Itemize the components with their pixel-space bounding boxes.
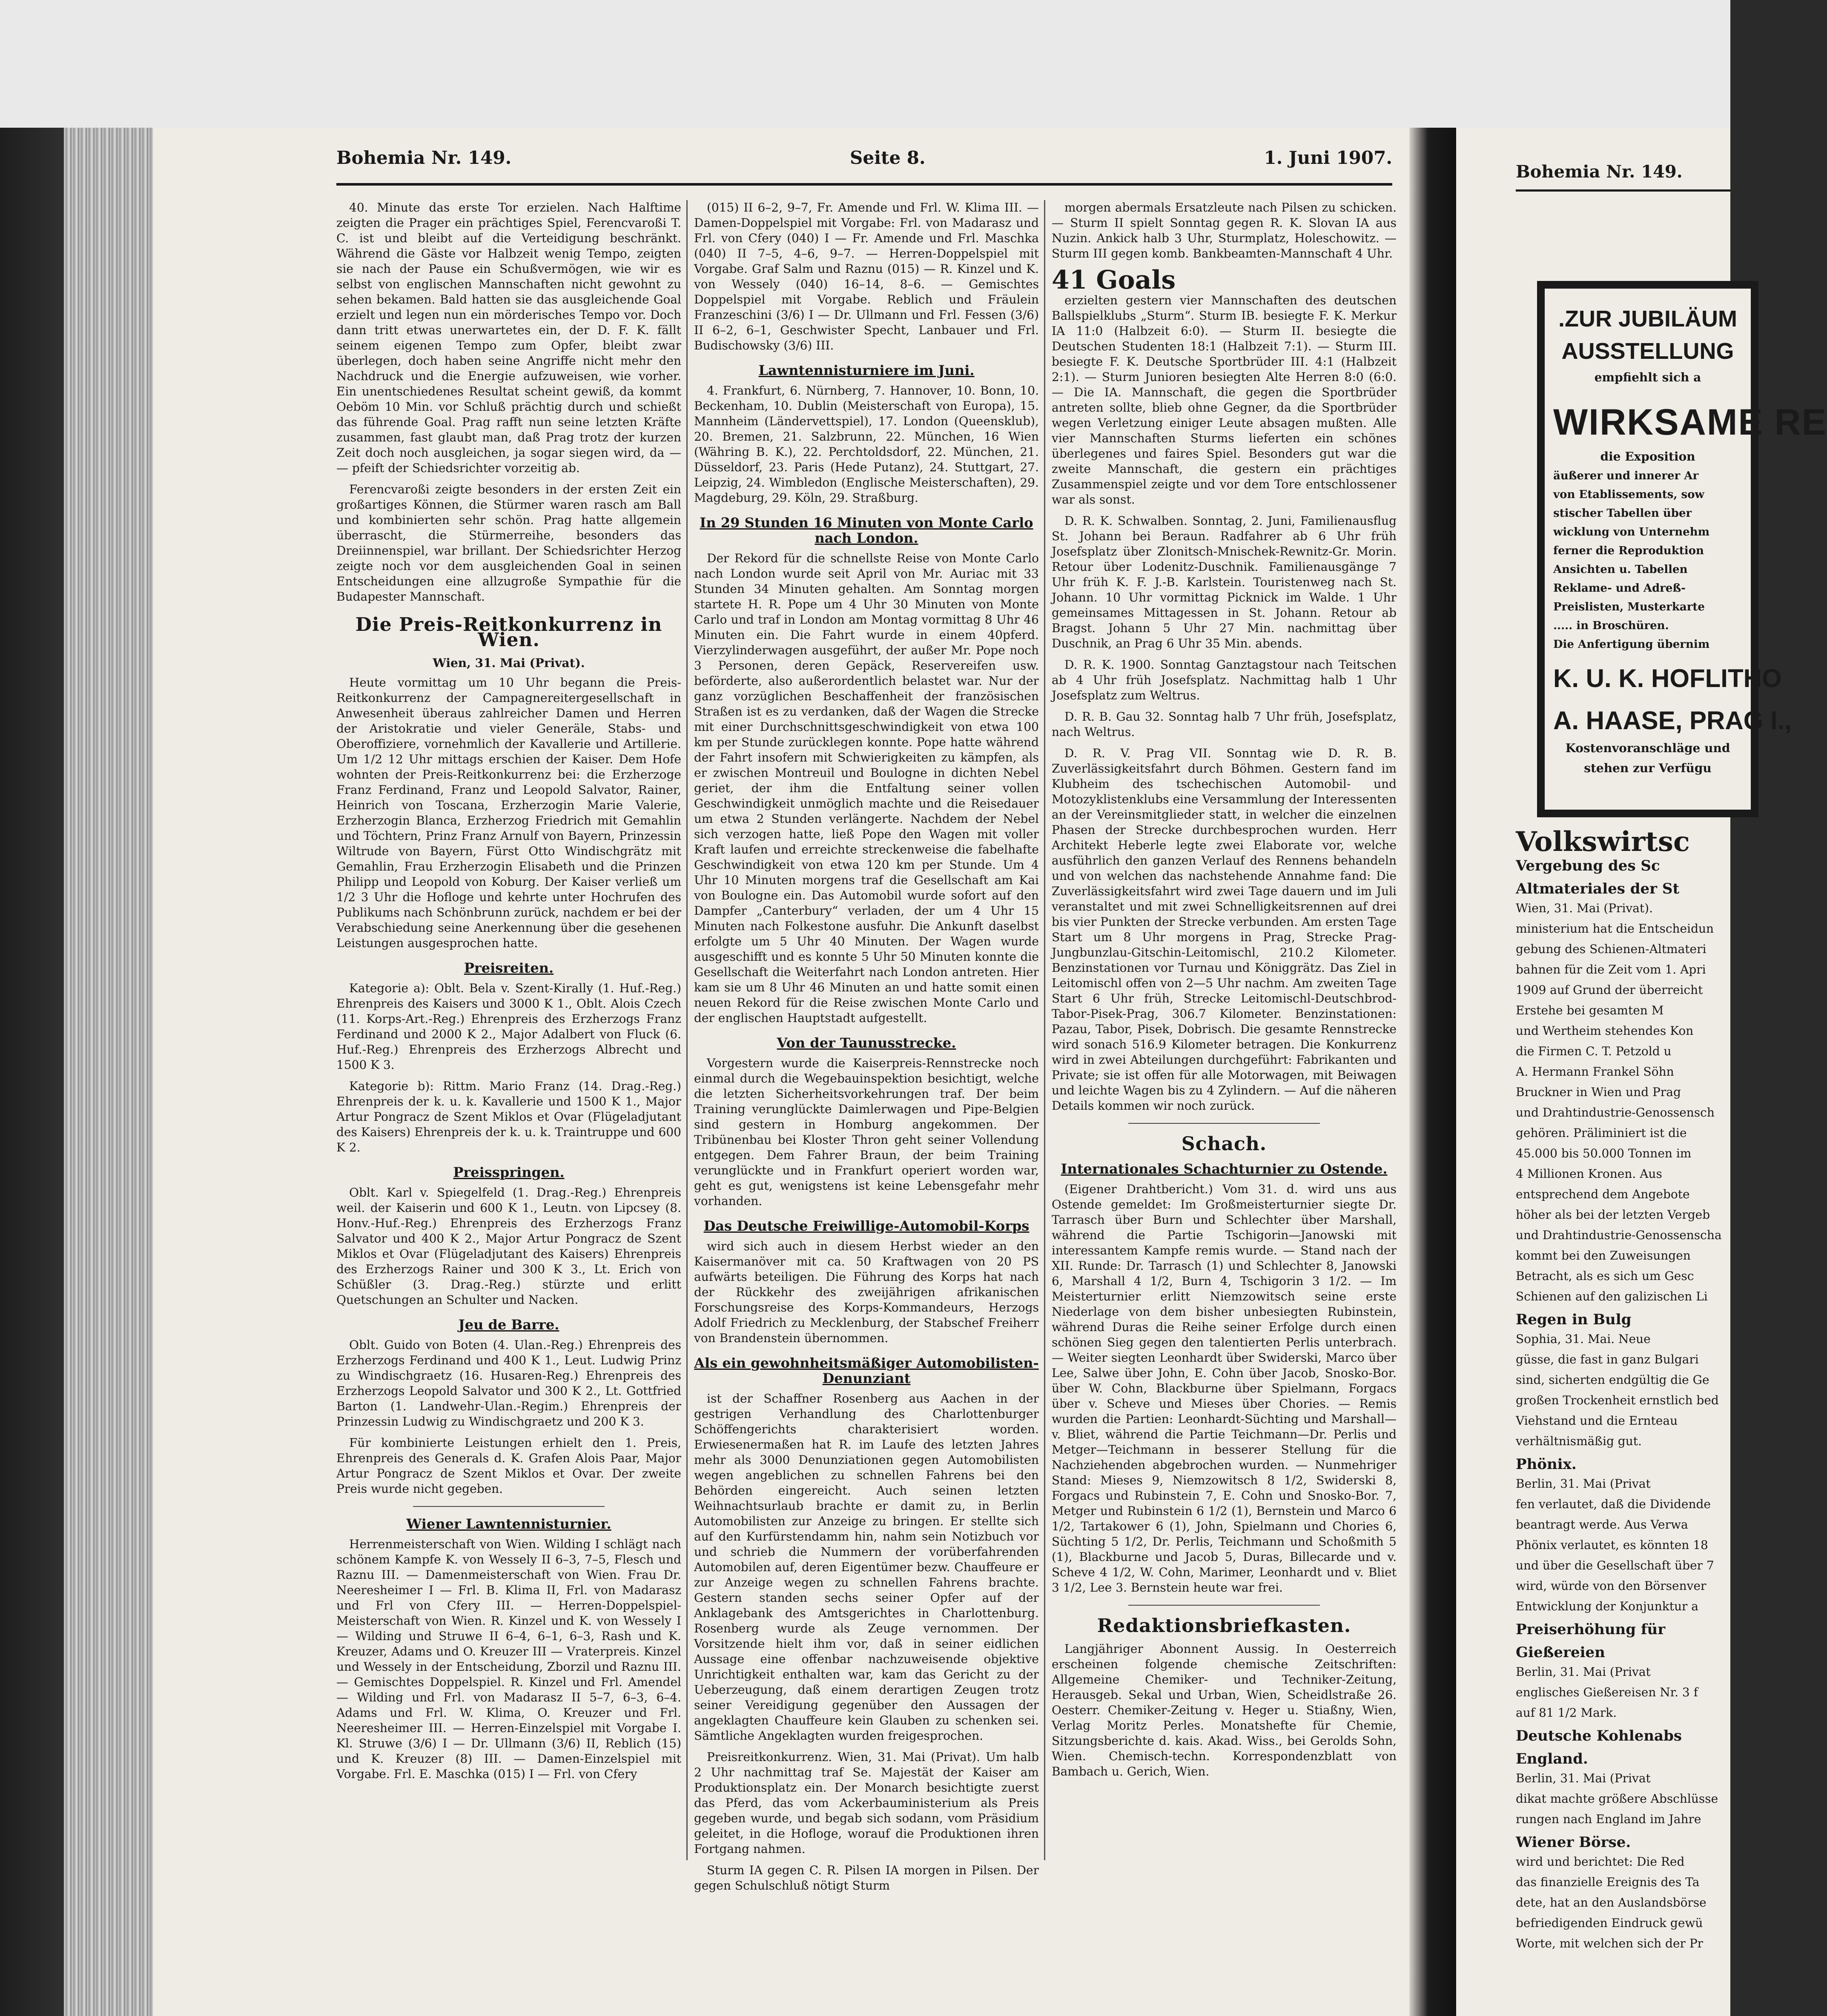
text-line: 1909 auf Grund der überreicht (1516, 983, 1703, 997)
text-line: Wien, 31. Mai (Privat). (1516, 901, 1653, 915)
ad-text: Die Anfertigung übernim (1553, 638, 1710, 651)
section-heading: Das Deutsche Freiwillige-Automobil-Korps (703, 1218, 1030, 1234)
ad-text: stischer Tabellen über (1553, 507, 1692, 520)
section-heading: Altmateriales der St (1516, 880, 1680, 897)
text-block (1516, 1771, 1788, 1827)
text-block (1516, 901, 1788, 1304)
facing-page-column (1516, 826, 1788, 1956)
text-line: Bruckner in Wien und Prag (1516, 1085, 1681, 1099)
section-heading: Internationales Schachturnier zu Ostende. (1061, 1161, 1388, 1177)
ad-firm-address: A. HAASE, PRAG I., (1553, 706, 1792, 735)
article-paragraph: Kategorie a): Oblt. Bela v. Szent-Kirally (1. Huf.-Reg.) Ehrenpreis des Kaisers und 3000 K 1., Oblt. Alois Czech (11. Korps-Art.-Reg.) Ehrenpreis des Erzherzogs Franz Ferdinand und 2000 K 2., Major Adalbert von Fluck (6. Huf.-Reg.) Ehrenpreis des Erzherzogs Albrecht und 1500 K 3. (336, 981, 681, 1072)
section-title-letters: Redaktionsbriefkasten. (1097, 1615, 1351, 1637)
article-paragraph: Vorgestern wurde die Kaiserpreis-Rennstrecke noch einmal durch die Wegebauinspektion besichtigt, welche die letzten Sicherheitsvorkehrungen traf. Der beim Training verunglückte Daimlerwagen und Pipe-Belgien sind gestern in Homburg angekommen. Der Tribünenbau bei Kloster Thron geht seiner Vollendung entgegen. Dem Fahrer Braun, der beim Training verunglückte und in Frankfurt operiert worden war, geht es gut, wenigstens ist keine Lebensgefahr mehr vorhanden. (694, 1056, 1039, 1208)
ad-text: die Exposition (1600, 450, 1695, 464)
text-line: dete, hat an den Auslandsbörse (1516, 1896, 1707, 1910)
text-line: englisches Gießereisen Nr. 3 f (1516, 1685, 1698, 1699)
article-paragraph: Herrenmeisterschaft von Wien. Wilding I schlägt nach schönem Kampfe K. von Wessely II 6–3, 7–5, Flesch und Raznu III. — Damenmeisterschaft von Wien. Frau Dr. Neeresheimer I — Frl. B. Klima II, Frl. von Madarasz und Frl von Cfery III. — Herren-Doppelspiel-Meisterschaft von Wien. R. Kinzel und K. von Wessely I — Wilding und Struwe II 6–4, 6–1, 6–3, Rash und K. Kreuzer, Adams und O. Kreuzer III — Vraterpreis. Kinzel und Wessely in der Entscheidung, Zborzil und Raznu III. — Gemischtes Doppelspiel. R. Kinzel und Frl. Amendel — Wilding und Frl. von Madarasz II 5–7, 6–3, 6–4. Adams und Frl. W. Klima, O. Kreuzer und Frl. Neeresheimer III. — Herren-Einzelspiel mit Vorgabe I. Kl. Struwe (3/6) I — Dr. Ullmann (3/6) II, Reblich (15) und K. Kreuzer (8) III. — Damen-Einzelspiel mit Vorgabe. Frl. E. Maschka (015) I — Frl. von Cfery (336, 1537, 681, 1781)
text-line: beantragt werde. Aus Verwa (1516, 1518, 1688, 1532)
film-margin (0, 0, 1730, 128)
ad-title: WIRKSAME RE (1553, 402, 1827, 443)
text-line: das finanzielle Ereignis des Ta (1516, 1875, 1700, 1889)
article-paragraph: Der Rekord für die schnellste Reise von Monte Carlo nach London wurde seit April von Mr. Auriac mit 33 Stunden 34 Minuten gehalten. Am Sonntag morgen startete H. R. Pope um 4 Uhr 30 Minuten von Monte Carlo und traf in London am Montag vormittag 8 Uhr 46 Minuten ein. Die Fahrt wurde in einem 40pferd. Vierzylinderwagen ausgeführt, der außer Mr. Pope noch 3 Personen, deren Gepäck, Reservereifen usw. beförderte, also außerordentlich belastet war. Nur der ganz vorzüglichen Beschaffenheit der französischen Straßen ist es zu verdanken, daß der Wagen die Strecke mit einer Durchschnittsgeschwindigkeit von etwa 100 km per Stunde zurücklegen konnte. Pope hatte während der Fahrt insofern mit Schwierigkeiten zu kämpfen, als er zwischen Montreuil und Boulogne in dichten Nebel geriet, der ihm die Entfaltung seiner vollen Geschwindigkeit unmöglich machte und die Reisedauer um etwa 2 Stunden verlängerte. Nachdem der Nebel sich verzogen hatte, ließ Pope den Wagen mit voller Kraft laufen und erreichte streckenweise die fabelhafte Geschwindigkeit von etwa 120 km per Stunde. Um 4 Uhr 10 Minuten morgens traf die Gesellschaft am Kai von Boulogne ein. Das Automobil wurde sofort auf den Dampfer „Canterbury“ verladen, der um 4 Uhr 15 Minuten nach Folkestone ausfuhr. Die Ankunft daselbst erfolgte um 5 Uhr 40 Minuten. Der Wagen wurde ausgeschifft und es konnte 5 Uhr 50 Minuten konnte die Gesellschaft die Weiterfahrt nach London antreten. Hier kam sie um 8 Uhr 46 Minuten an und hatte somit einen neuen Rekord für die Reise zwischen Monte Carlo und der englischen Hauptstadt aufgestellt. (694, 551, 1039, 1025)
text-block (1516, 1476, 1788, 1614)
text-line: Phönix verlautet, es könnten 18 (1516, 1538, 1708, 1552)
article-paragraph: Langjähriger Abonnent Aussig. In Oesterreich erscheinen folgende chemische Zeitschriften: Allgemeine Chemiker- und Techniker-Zeitung, Herausgeb. Sekal und Urban, Wien, Scheidlstraße 26. Oesterr. Chemiker-Zeitung v. Heger u. Stiaßny, Wien, Verlag Moritz Perles. Monatshefte für Chemie, Sitzungsberichte d. kais. Akad. Wiss., bei Gerolds Sohn, Wien. Chemisch-techn. Korrespondenzblatt von Bambach u. Gerich, Wien. (1052, 1642, 1397, 1778)
text-block (1516, 1854, 1788, 1951)
section-heading: Von der Taunusstrecke. (777, 1035, 956, 1051)
text-line: Erstehe bei gesamten M (1516, 1003, 1664, 1017)
book-gutter (1409, 128, 1456, 2016)
ad-text: stehen zur Verfügu (1584, 761, 1712, 775)
article-paragraph: 40. Minute das erste Tor erzielen. Nach Halftime zeigten die Prager ein prächtiges Spiel, Ferencvaroßi T. C. ist und bleibt auf die Verteidigung beschränkt. Während die Gäste vor Halbzeit wenig Tempo, zeigten sie nach der Pause ein Schußvermögen, wie wir es selbst von englischen Mannschaften nicht gewohnt zu sehen bekamen. Bald hatten sie das ausgleichende Goal erzielt und legen nun ein mörderisches Tempo vor. Doch dann tritt etwas unerwartetes ein, der D. F. K. fällt seinem eigenen Tempo zum Opfer, bleibt zwar überlegen, doch haben seine Angriffe nicht mehr den Nachdruck und die Energie aufzuweisen, wie vorher. Ein unentschiedenes Resultat scheint gewiß, da kommt Oeböm 10 Min. vor Schluß prächtig durch und schießt das führende Goal. Prag rafft nun seine letzten Kräfte zusammen, fast glaubt man, daß Prag trotz der kurzen Zeit doch noch ausgleichen, ja sogar siegen wird, da — — pfeift der Schiedsrichter vorzeitig ab. (336, 200, 681, 475)
article-headline: Die Preis-Reitkonkurrenz in Wien. (355, 614, 663, 651)
section-heading: In 29 Stunden 16 Minuten von Monte Carlo nach London. (700, 515, 1033, 546)
facing-header-rule (1516, 189, 1730, 192)
section-heading: Preisreiten. (464, 960, 554, 976)
column-3 (1052, 200, 1397, 1785)
text-line: großen Trockenheit ernstlich bed (1516, 1393, 1719, 1407)
ad-text: ..... in Broschüren. (1553, 619, 1669, 632)
article-paragraph: morgen abermals Ersatzleute nach Pilsen zu schicken. — Sturm II spielt Sonntag gegen R. K. Slovan IA aus Nuzin. Ankick halb 3 Uhr, Sturmplatz, Holeschowitz. — Sturm III gegen komb. Bankbeamten-Mannschaft 4 Uhr. (1052, 200, 1397, 261)
section-heading: Vergebung des Sc (1516, 857, 1660, 874)
section-heading: Jeu de Barre. (458, 1317, 559, 1333)
ad-headline: AUSSTELLUNG (1561, 338, 1734, 364)
text-line: gebung des Schienen-Altmateri (1516, 942, 1707, 956)
ad-text: Ansichten u. Tabellen (1553, 563, 1688, 576)
section-heading: Wiener Lawntennisturnier. (406, 1516, 611, 1532)
text-line: höher als bei der letzten Vergeb (1516, 1208, 1710, 1222)
text-line: dikat machte größere Abschlüsse (1516, 1792, 1718, 1806)
stacked-page-edges (64, 128, 162, 2016)
section-heading: England. (1516, 1750, 1588, 1767)
section-heading: Wiener Börse. (1516, 1834, 1631, 1851)
separator (413, 1506, 605, 1507)
column-rule (1044, 200, 1045, 1860)
text-line: und Drahtindustrie-Genossensch (1516, 1105, 1715, 1120)
article-paragraph: D. R. V. Prag VII. Sonntag wie D. R. B. Zuverlässigkeitsfahrt durch Böhmen. Gestern fand im Klubheim des tschechischen Automobil- und Motozyklistenklubs eine Versammlung der Interessenten an der Vereinsmitglieder statt, in welcher die einzelnen Phasen der Strecke durchbesprochen wurden. Herr Architekt Heberle legte zwei Elaborate vor, welche ausführlich den ganzen Verlauf des Rennens behandeln und von welchen das nachstehende Annahme fand: Die Zuverlässigkeitsfahrt wird zwei Tage dauern und im Juli veranstaltet und mit zwei Schnelligkeitsrennen auf drei bis vier Punkten der Strecke verbunden. Am ersten Tage Start um 8 Uhr morgens in Prag, Strecke Prag-Jungbunzlau-Gitschin-Leitomischl, 210.2 Kilometer. Benzinstationen vor Turnau und Königgrätz. Das Ziel in Leitomischl offen von 2—5 Uhr nachm. Am zweiten Tage Start 6 Uhr früh, Strecke Leitomischl-Deutschbrod-Tabor-Pisek-Prag, 306.7 Kilometer. Benzinstationen: Pazau, Tabor, Pisek, Dobrisch. Die gesamte Rennstrecke wird sonach 516.9 Kilometer betragen. Die Konkurrenz wird in zwei Abteilungen durchgeführt: Fabrikanten und Private; sie ist offen für alle Motorwagen, mit Beiwagen und leichte Wagen bis zu 4 Zylindern. — Auf die näheren Details kommen wir noch zurück. (1052, 746, 1397, 1113)
ad-text: empfiehlt sich a (1594, 370, 1701, 384)
text-line: fen verlautet, daß die Dividende (1516, 1497, 1711, 1511)
section-heading: Preisspringen. (453, 1164, 565, 1180)
text-line: Berlin, 31. Mai (Privat (1516, 1771, 1651, 1785)
ad-text: ferner die Reproduktion (1553, 544, 1704, 557)
text-line: wird und berichtet: Die Red (1516, 1855, 1685, 1869)
header-publication: Bohemia Nr. 149. (336, 147, 512, 168)
text-line: Entwicklung der Konjunktur a (1516, 1599, 1698, 1613)
text-line: güsse, die fast in ganz Bulgari (1516, 1352, 1699, 1366)
text-line: Viehstand und die Ernteau (1516, 1414, 1678, 1428)
ad-text: Preislisten, Musterkarte (1553, 601, 1705, 613)
facing-page-header: Bohemia Nr. 149. (1516, 162, 1683, 182)
ad-headline: .ZUR JUBILÄUM (1558, 306, 1737, 332)
article-paragraph: D. R. K. Schwalben. Sonntag, 2. Juni, Familienausflug St. Johann bei Beraun. Radfahrer ab 6 Uhr früh Josefsplatz über Zlonitsch-Mnischek-Rewnitz-Gr. Morin. Retour über Lodenitz-Duschnik. Familienausgänge 7 Uhr früh K. F. J.-B. Karlstein. Touristenweg nach St. Johann. 10 Uhr vormittag Picknick im Walde. 1 Uhr gemeinsames Mittagessen in St. Johann. Retour ab Bragst. Johann 5 Uhr 27 Min. nachmittag über Duschnik, an Prag 6 Uhr 35 Min. abends. (1052, 514, 1397, 650)
text-line: ministerium hat die Entscheidun (1516, 922, 1714, 936)
ad-text: äußerer und innerer Ar (1553, 470, 1699, 482)
text-line: 4 Millionen Kronen. Aus (1516, 1167, 1662, 1181)
section-heading: Lawntennisturniere im Juni. (758, 362, 975, 378)
article-paragraph: D. R. B. Gau 32. Sonntag halb 7 Uhr früh, Josefsplatz, nach Weltrus. (1052, 710, 1397, 739)
article-paragraph: (015) II 6–2, 9–7, Fr. Amende und Frl. W. Klima III. — Damen-Doppelspiel mit Vorgabe: Frl. von Madarasz und Frl. von Cfery (040) I — Fr. Amende und Frl. Maschka (040) II 7–5, 4–6, 9–7. — Herren-Doppelspiel mit Vorgabe. Graf Salm und Raznu (015) — R. Kinzel und K. von Wessely (040) 16–14, 8–6. — Gemischtes Doppelspiel mit Vorgabe. Reblich und Fräulein Franzeschini (3/6) I — Dr. Ullmann und Frl. Fessen (3/6) II 6–2, 6–1, Geschwister Specht, Lanbauer und Frl. Budischowsky (3/6) III. (694, 200, 1039, 352)
column-1 (336, 200, 681, 1788)
ad-text: Kostenvoranschläge und (1565, 741, 1730, 755)
text-line: Betracht, als es sich um Gesc (1516, 1269, 1694, 1283)
text-line: kommt bei den Zuweisungen (1516, 1249, 1691, 1263)
ad-text: wicklung von Unternehm (1553, 526, 1710, 538)
section-heading: Regen in Bulg (1516, 1311, 1632, 1328)
text-line: verhältnismäßig gut. (1516, 1434, 1642, 1448)
article-paragraph: erzielten gestern vier Mannschaften des deutschen Ballspielklubs „Sturm“. Sturm IB. besiegte F. K. Merkur IA 11:0 (Halbzeit 6:0). — Sturm II. besiegte die Deutschen Studenten 18:1 (Halbzeit 7:1). — Sturm III. besiegte F. K. Deutsche Sportbrüder III. 4:1 (Halbzeit 2:1). — Sturm Junioren besiegten Alte Herren 8:0 (6:0. — Die IA. Mannschaft, die gegen die Sportbrüder antreten sollte, blieb ohne Gegner, da die Sportbrüder wegen Verletzung einiger Leute absagen mußten. Alle vier Mannschaften Sturms lieferten ein schönes überlegenes und faires Spiel. Besonders gut war die zweite Mannschaft, die gestern ein prächtiges Zusammenspiel zeigte und vor dem Tore entschlossener war als sonst. (1052, 293, 1397, 507)
article-paragraph: Sturm IA gegen C. R. Pilsen IA morgen in Pilsen. Der gegen Schulschluß nötigt Sturm (694, 1863, 1039, 1893)
advertisement-box (1537, 281, 1827, 817)
column-rule (686, 200, 688, 1860)
article-paragraph: Ferencvaroßi zeigte besonders in der ersten Zeit ein großartiges Können, die Stürmer waren rasch am Ball und kombinierten sehr schön. Prag hatte allgemein überrascht, die Stürmerreihe, besonders das Dreiinnenspiel, war brillant. Der Schiedsrichter Herzog zeigte noch vor dem ausgleichenden Goal in seinen Entscheidungen eine allzugroße Sympathie für die Budapester Mannschaft. (336, 482, 681, 604)
separator (1128, 1605, 1320, 1606)
text-line: die Firmen C. T. Petzold u (1516, 1044, 1672, 1058)
ad-text: von Etablissements, sow (1553, 488, 1704, 501)
text-line: Schienen auf den galizischen Li (1516, 1289, 1708, 1303)
ad-text: Reklame- und Adreß- (1553, 582, 1686, 595)
section-heading: Phönix. (1516, 1456, 1577, 1473)
article-paragraph: Heute vormittag um 10 Uhr begann die Preis-Reitkonkurrenz der Campagnereitergesellschaft in Anwesenheit überaus zahlreicher Damen und Herren der Aristokratie und vieler Generäle, Stabs- und Oberoffiziere, vornehmlich der Kavallerie und Artillerie. Um 1/2 12 Uhr mittags erschien der Kaiser. Dem Hofe wohnten der Preis-Reitkonkurrenz bei: die Erzherzoge Franz Ferdinand, Franz und Leopold Salvator, Rainer, Heinrich von Toscana, Erzherzogin Marie Valerie, Erzherzogin Blanca, Erzherzog Friedrich mit Gemahlin und Töchtern, Prinz Franz Arnulf von Bayern, Prinzessin Wiltrude von Bayern, Fürst Otto Windischgrätz mit Gemahlin, Frau Erzherzogin Elisabeth und die Prinzen Philipp und Leopold von Koburg. Der Kaiser verließ um 1/2 3 Uhr die Hofloge und kehrte unter Hochrufen des Publikums nach Schönbrunn zurück, nachdem er bei der Verabschiedung seine Anerkennung über die gesehenen Leistungen ausgesprochen hatte. (336, 676, 681, 950)
article-paragraph: D. R. K. 1900. Sonntag Ganztagstour nach Teitschen ab 4 Uhr früh Josefsplatz. Nachmittag halb 1 Uhr Josefsplatz zum Weltrus. (1052, 658, 1397, 702)
article-paragraph: ist der Schaffner Rosenberg aus Aachen in der gestrigen Verhandlung des Charlottenburger Schöffengerichts charakterisiert worden. Erwiesenermaßen hat R. im Laufe des letzten Jahres mehr als 3000 Denunziationen gegen Automobilisten wegen angeblichen zu schnellen Fahrens bei den Behörden eingereicht. Auch seinen letzten Weihnachtsurlaub brachte er damit zu, in Berlin Automobilisten zur Anzeige zu bringen. Er stellte sich auf den Kurfürstendamm hin, nahm sein Notizbuch vor und schrieb die Nummern der vorüberfahrenden Automobilen auf, deren Eigentümer bezw. Chauffeure er zur Anzeige wegen zu schnellen Fahrens brachte. Gestern standen sechs seiner Opfer auf der Anklagebank des Amtsgerichtes in Charlottenburg. Rosenberg wurde als Zeuge vernommen. Der Vorsitzende hielt ihm vor, daß in seiner eidlichen Aussage eine offenbar nachzuweisende objektive Unrichtigkeit enthalten war, kam das Gericht zu der Ueberzeugung, daß einem derartigen Zeugen trotz seiner Vereidigung gegenüber den Aussagen der angeklagten Chauffeure kein Glauben zu schenken sei. Sämtliche Angeklagten wurden freigesprochen. (694, 1392, 1039, 1743)
article-paragraph: (Eigener Drahtbericht.) Vom 31. d. wird uns aus Ostende gemeldet: Im Großmeisterturnier siegte Dr. Tarrasch über Burn und Schlechter über Marshall, während die Partie Tschigorin—Janowski mit interessantem Kampfe remis wurde. — Stand nach der XII. Runde: Dr. Tarrasch (1) und Schlechter 8, Janowski 6, Marshall 4 1/2, Burn 4, Tschigorin 3 1/2. — Im Meisterturnier erlitt Niemzowitsch seine erste Niederlage von dem bisher unbesiegten Rubinstein, während Duras die Reihe seiner Erfolge durch einen schönen Sieg gegen den talentierten Perlis unterbrach. — Weiter siegten Leonhardt über Swiderski, Marco über Lee, Salwe über John, E. Cohn über Jacob, Snosko-Bor. über W. Cohn, Blackburne über Spielmann, Forgacs über v. Scheve und Mieses über Chories. — Remis wurden die Partien: Leonhardt-Süchting und Marshall—v. Bliet, während die Partie Teichmann—Dr. Perlis und Metger—Teichmann in besserer Stellung für die Nachziehenden abgebrochen wurden. — Nunmehriger Stand: Mieses 9, Niemzowitsch 8 1/2, Swiderski 8, Forgacs und Rubinstein 7, E. Cohn und Snosko-Bor. 7, Metger und Rubinstein 6 1/2 (1), Bernstein und Marco 6 1/2, Tartakower 6 (1), John, Spielmann und Chories 6, Süchting 5 1/2, Dr. Perlis, Teichmann und Schoßmith 5 (1), Blackburne und Jacob 5, Duras, Billecarde und v. Scheve 4 1/2, W. Cohn, Marimer, Leonhardt und v. Bliet 3 1/2, Lee 3. Bernstein heute war frei. (1052, 1182, 1397, 1595)
text-line: rungen nach England im Jahre (1516, 1812, 1701, 1826)
page-header (336, 140, 1392, 175)
section-title-economy: Volkswirtsc (1516, 826, 1690, 858)
text-line: Worte, mit welchen sich der Pr (1516, 1936, 1704, 1950)
text-line: 45.000 bis 50.000 Tonnen im (1516, 1146, 1692, 1160)
text-block (1516, 1332, 1788, 1449)
text-line: entsprechend dem Angebote (1516, 1187, 1690, 1201)
section-heading: Deutsche Kohlenabs (1516, 1727, 1682, 1744)
article-paragraph: Oblt. Karl v. Spiegelfeld (1. Drag.-Reg.) Ehrenpreis weil. der Kaiserin und 600 K 1., Leutn. von Lipcsey (8. Honv.-Huf.-Reg.) Ehrenpreis des Erzherzogs Franz Salvator und 400 K 2., Major Artur Pongracz de Szent Miklos et Ovar (Flügeladjutant des Kaisers) Ehrenpreis des Erzherzogs Rainer und 300 K 3., Lt. Erich von Schüßler (3. Drag.-Reg.) stürzte und erlitt Quetschungen an Schulter und Nacken. (336, 1186, 681, 1307)
section-heading: Preiserhöhung für (1516, 1621, 1666, 1638)
section-heading: Gießereien (1516, 1644, 1605, 1661)
text-line: sind, sicherten endgültig die Ge (1516, 1373, 1709, 1387)
ad-firm-name: K. U. K. HOFLITHO (1553, 664, 1782, 693)
text-line: und über die Gesellschaft über 7 (1516, 1558, 1714, 1572)
separator (1128, 1123, 1320, 1124)
text-line: A. Hermann Frankel Söhn (1516, 1065, 1674, 1079)
text-block (1516, 1664, 1788, 1721)
article-paragraph: wird sich auch in diesem Herbst wieder an den Kaisermanöver mit ca. 50 Kraftwagen von 20 PS aufwärts beteiligen. Die Führung des Korps hat nach der Rückkehr des zweijährigen afrikanischen Forschungsreise des Korps-Kommandeurs, Herzogs Adolf Friedrich zu Mecklenburg, der Stabschef Freiherr von Brandenstein übernommen. (694, 1239, 1039, 1345)
article-paragraph: Kategorie b): Rittm. Mario Franz (14. Drag.-Reg.) Ehrenpreis der k. u. k. Kavallerie und 1500 K 1., Major Artur Pongracz de Szent Miklos et Ovar (Flügeladjutant des Kaisers) Ehrenpreis der k. u. k. Traintruppe und 600 K 2. (336, 1079, 681, 1154)
header-date: 1. Juni 1907. (1264, 147, 1392, 168)
article-paragraph: Preisreitkonkurrenz. Wien, 31. Mai (Privat). Um halb 2 Uhr nachmittag traf Se. Majestät der Kaiser am Produktionsplatz ein. Der Monarch besichtigte zuerst das Pferd, das vom Ackerbauministerium als Preis gegeben wurde, und begab sich sodann, vom Präsidium geleitet, in die Hofloge, worauf die Produktionen ihren Fortgang nahmen. (694, 1750, 1039, 1856)
header-rule (336, 183, 1392, 186)
text-line: bahnen für die Zeit vom 1. Apri (1516, 962, 1706, 976)
text-line: wird, würde von den Börsenver (1516, 1579, 1707, 1593)
text-line: Sophia, 31. Mai. Neue (1516, 1332, 1651, 1346)
goals-headline: 41 Goals (1052, 265, 1176, 295)
article-paragraph: Oblt. Guido von Boten (4. Ulan.-Reg.) Ehrenpreis des Erzherzogs Ferdinand und 400 K 1., Leut. Ludwig Prinz zu Windischgraetz (16. Husaren-Reg.) Ehrenpreis des Erzherzogs Leopold Salvator und 300 K 2., Lt. Gottfried Barton (1. Landwehr-Ulan.-Regim.) Ehrenpreis der Prinzessin Ludwig zu Windischgraetz und 200 K 3. (336, 1338, 681, 1429)
article-paragraph: 4. Frankfurt, 6. Nürnberg, 7. Hannover, 10. Bonn, 10. Beckenham, 10. Dublin (Meisterschaft von Europa), 15. Mannheim (Ländervettspiel), 17. London (Queensklub), 20. Bremen, 21. Salzbrunn, 22. München, 16 Wien (Währing B. K.), 22. Perchtoldsdorf, 22. München, 21. Düsseldorf, 23. Paris (Hede Putanz), 24. Stuttgart, 27. Leipzig, 24. Wimbledon (Englische Meisterschaften), 29. Magdeburg, 29. Köln, 29. Straßburg. (694, 384, 1039, 505)
text-line: und Drahtindustrie-Genossenscha (1516, 1228, 1722, 1242)
text-line: und Wertheim stehendes Kon (1516, 1024, 1694, 1038)
dateline: Wien, 31. Mai (Privat). (433, 656, 585, 670)
article-paragraph: Für kombinierte Leistungen erhielt den 1. Preis, Ehrenpreis des Generals d. K. Grafen Alois Paar, Major Artur Pongracz de Szent Miklos et Ovar. Der zweite Preis wurde nicht gegeben. (336, 1436, 681, 1496)
column-2 (694, 200, 1039, 1899)
section-heading: Als ein gewohnheitsmäßiger Automobilisten-Denunziant (694, 1355, 1039, 1386)
text-line: Berlin, 31. Mai (Privat (1516, 1665, 1651, 1679)
section-title-chess: Schach. (1181, 1133, 1267, 1155)
text-line: Berlin, 31. Mai (Privat (1516, 1477, 1651, 1491)
text-line: gehören. Präliminiert ist die (1516, 1126, 1687, 1140)
text-line: auf 81 1/2 Mark. (1516, 1706, 1617, 1720)
text-line: befriedigenden Eindruck gewü (1516, 1916, 1703, 1930)
header-page-number: Seite 8. (850, 147, 926, 168)
